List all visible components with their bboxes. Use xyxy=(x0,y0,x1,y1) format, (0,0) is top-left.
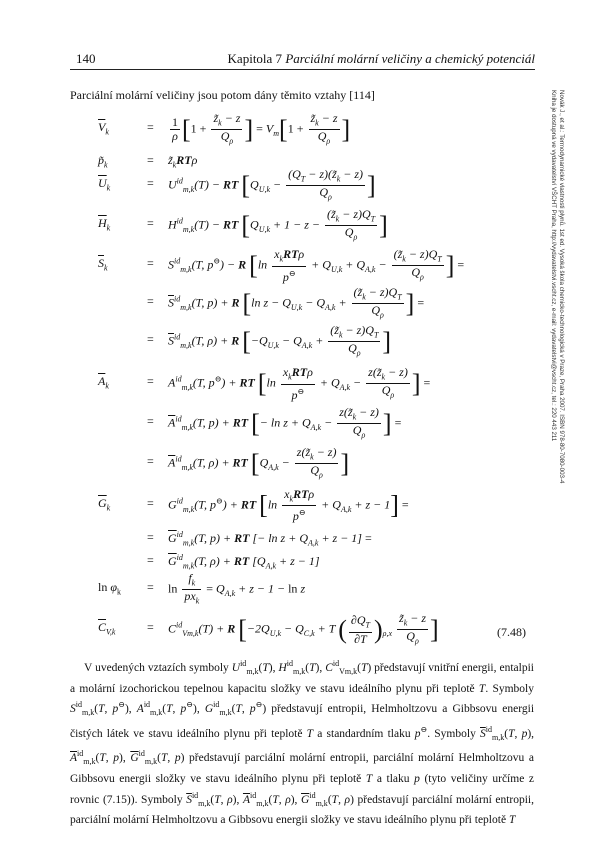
equation-row: = $\overline{S}^{id}_{m,k}(T$, p) + R [ln $z - Q_{U,k} - Q_{A,k}$ + $\frac{(z̃_k - z)Q_T}{Q_\rho}$ ] = xyxy=(147,285,425,320)
chapter-title: Parciální molární veličiny a chemický potenciál xyxy=(285,51,535,66)
equation-row: = $\overline{A}^{id}_{m,k}(T$, p) + RT [− $\ln z + Q_{A,k}$ − $\frac{z(z̃_k - z)}{Q_\rho}$ ] = xyxy=(147,405,402,440)
equation-row: = $\overline{G}^{id}_{m,k}(T$, ρ) + RT $[Q_{A,k} + z - 1]$ xyxy=(147,553,320,571)
page-header xyxy=(70,47,535,70)
side-citation-line2: Kniha je dostupná ve vydavatelství VŠCHT Praha, http://vydavatelstvi.vscht.cz, e-mail: vydavatelstvi@vscht.cz, tel.: 220 443 211 xyxy=(550,90,557,442)
page-number: 140 xyxy=(76,51,96,66)
equation-row: $\overline{G}_k$ = $G^{id}_{m,k}(T$, p⊖) + RT [ln $\frac{x_kRT\rho}{p^⊖}$ + $Q_{A,k} + z - 1$] = xyxy=(98,487,409,524)
equation-row: $p̃_k$ = $z̃_kRT\rho$ xyxy=(98,153,198,170)
equation-row: $\overline{V}_k$ = $\frac{1}{\rho}$ [1 + $\frac{z̃_k - z}{Q_\rho}$ ] = $V_m[1$ + $\frac{z̃_k - z}{Q_\rho}$ ] xyxy=(98,111,351,146)
chapter-label: Kapitola 7 xyxy=(227,51,283,66)
equation-row: = $\overline{A}^{id}_{m,k}(T$, ρ) + RT [$Q_{A,k}$ − $\frac{z(z̃_k - z)}{Q_\rho}$ ] xyxy=(147,445,350,480)
equation-row: $\overline{H}_k$ = $H^{id}_{m,k}(T)$ − RT [$Q_{U,k} + 1 - z$ − $\frac{(z̃_k - z)Q_T}{Q_\rho}$ ] xyxy=(98,207,388,242)
intro-text: Parciální molární veličiny jsou potom dány těmito vztahy [114] xyxy=(70,88,375,102)
equation-row: $\overline{A}_k$ = $A^{id}_{m,k}(T$, p⊖) + RT [ln $\frac{x_kRT\rho}{p^⊖}$ + $Q_{A,k}$ − $\frac{z(z̃_k - z)}{Q_\rho}$ ] = xyxy=(98,365,431,402)
equation-row: $\overline{C}_{V,k}$ = $C^{id}_{Vm,k}(T) + R$ [$-2Q_{U,k} - Q_{C,k} + T$ ( $\frac{\partial Q_T}{\partial T}$ )$_{\rho,x}$ $\frac{z̃_k - z}{Q_\rho}$ ] xyxy=(98,611,439,646)
paragraph-text: V uvedených vztazích symboly $U^{id}_{m,k}(T)$, $H^{id}_{m,k}(T)$, $C^{id}_{Vm,k}(T)$ představují vnitřní energii, entalpii a molární izochorickou tepelnou kapacitu složky ve stavu ideálního plynu při teplotě T. Symboly $S^{id}_{m,k}(T$, p⊖), $A^{id}_{m,k}(T$, p⊖), $G^{id}_{m,k}(T$, p⊖) představují entropii, Helmholtzovu a Gibbsovu energii čistých látek ve stavu ideálního plynu při teplotě T a standardním tlaku p⊖. Symboly $\overline{S}^{id}_{m,k}(T$, p), $\overline{A}^{id}_{m,k}(T$, p), $\overline{G}^{id}_{m,k}(T$, p) představují parciální molární entropii, parciální molární Helmholtzovu a Gibbsovu energii složky ve stavu ideálního plynu při teplotě T a tlaku p (tyto veličiny určíme z rovnic (7.15)). Symboly $\overline{S}^{id}_{m,k}(T$, ρ), $\overline{A}^{id}_{m,k}(T$, ρ), $\overline{G}^{id}_{m,k}(T$, ρ) představují parciální molární entropii, parciální molární Helmholtzovu a Gibbsovu energii složky ve stavu ideálního plynu při teplotě T xyxy=(70,659,535,827)
equation-number: (7.48) xyxy=(497,625,526,639)
equation-row: $\ln \varphi_k$ = ln $\frac{f_k}{px_k}$ = $Q_{A,k} + z - 1 - \ln z$ xyxy=(98,571,306,606)
equation-row: $\overline{S}_k$ = $S^{id}_{m,k}(T$, p⊖) − R [ln $\frac{x_kRT\rho}{p^⊖}$ + $Q_{U,k} + Q_{A,k}$ − $\frac{(z̃_k - z)Q_T}{Q_\rho}$ ] = xyxy=(98,247,465,284)
side-citation-line1: Novák J., et al.: Termodynamické vlastnosti plynů. 1st ed. Vysoká škola chemicko-technologická v Praze, Praha 2007. ISBN 978-80-7080-003-4 xyxy=(558,90,565,484)
chapter-heading xyxy=(228,51,535,67)
body-paragraph xyxy=(70,656,534,829)
equation-row: = $\overline{S}^{id}_{m,k}(T$, ρ) + R [$-Q_{U,k} - Q_{A,k}$ + $\frac{(z̃_k - z)Q_T}{Q_\rho}$ ] xyxy=(147,323,392,358)
equation-row: = $\overline{G}^{id}_{m,k}(T$, p) + RT [− $\ln z + Q_{A,k} + z - 1$] = xyxy=(147,530,372,548)
equation-row: $\overline{U}_k$ = $U^{id}_{m,k}(T)$ − RT [$Q_{U,k}$ − $\frac{(Q_T - z)(z̃_k - z)}{Q_\rho}$ ] xyxy=(98,167,376,202)
